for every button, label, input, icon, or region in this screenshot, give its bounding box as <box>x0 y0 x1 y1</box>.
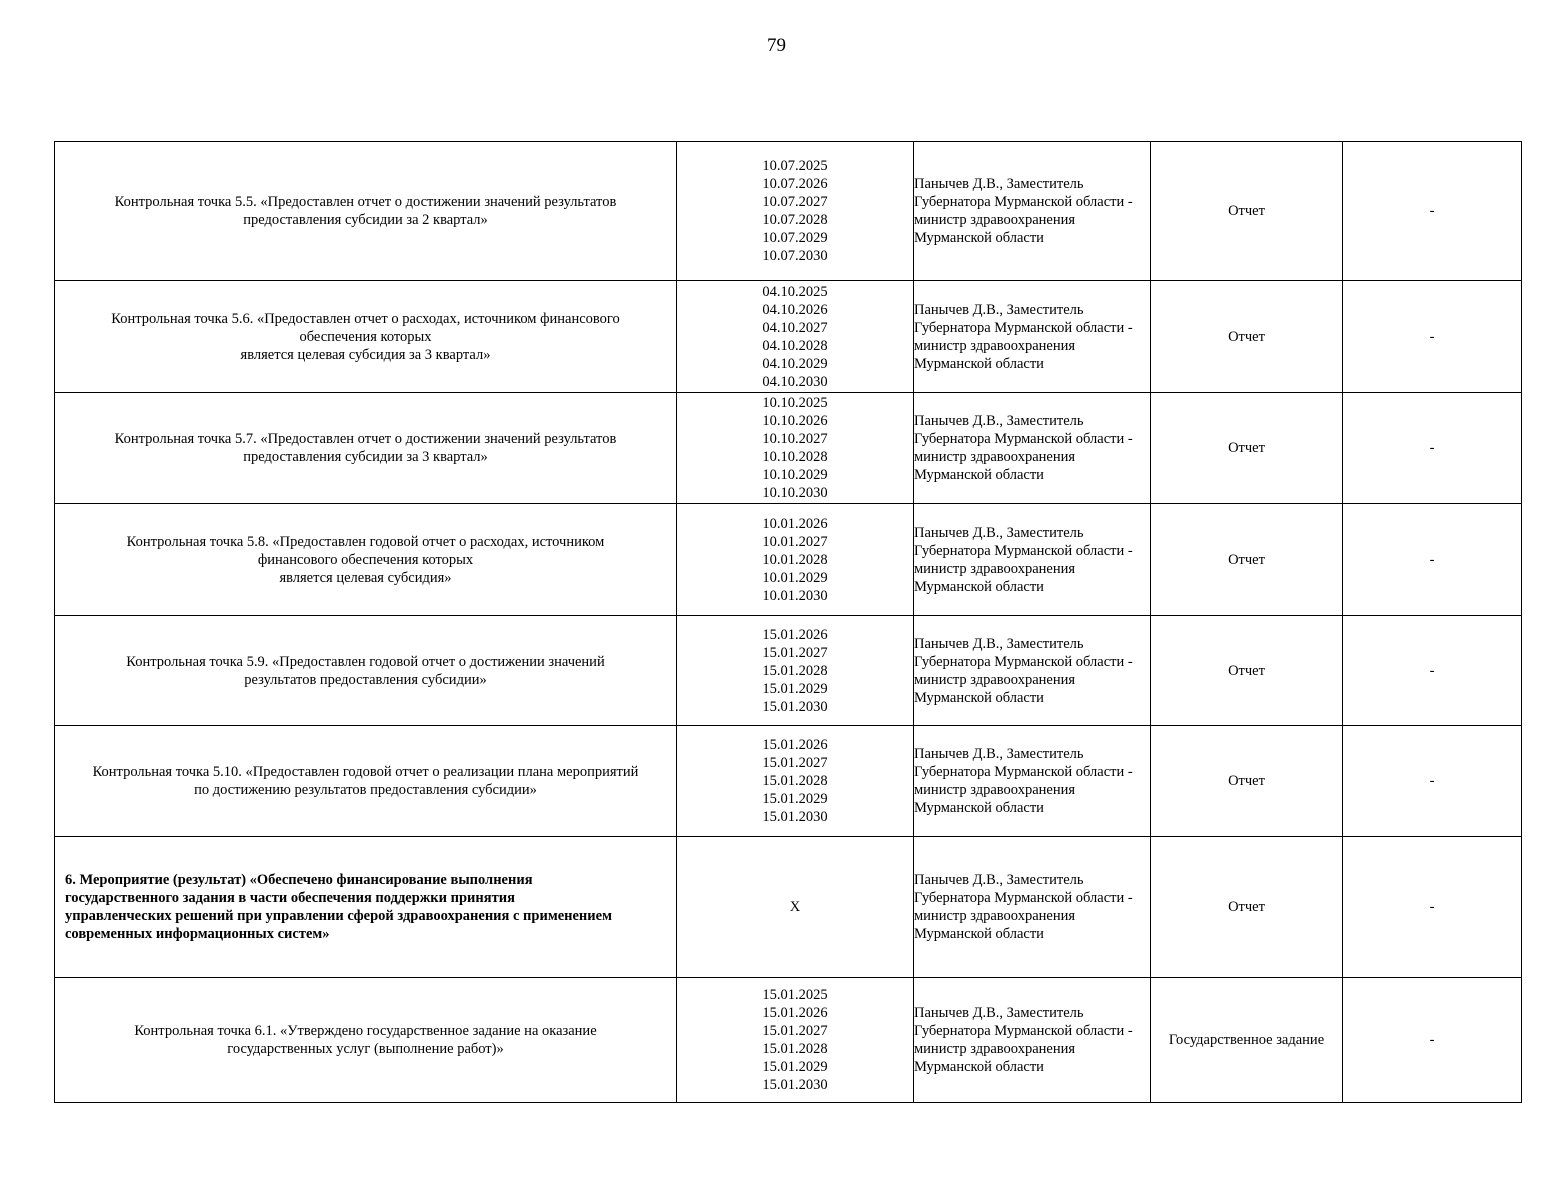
note: - <box>1343 393 1522 504</box>
deadline-date: 10.01.2029 <box>762 569 828 586</box>
deadline-dates <box>677 837 914 978</box>
document-type: Отчет <box>1151 616 1343 726</box>
deadline-date: 15.01.2029 <box>762 1059 828 1075</box>
deadline-date: 15.01.2026 <box>762 626 828 643</box>
document-type: Отчет <box>1151 142 1343 281</box>
name-line: государственных услуг (выполнение работ)» <box>227 1041 504 1057</box>
deadline-date: 15.01.2028 <box>762 1041 828 1057</box>
deadline-date: 15.01.2026 <box>762 737 828 753</box>
deadline-date: 10.07.2026 <box>762 176 828 192</box>
deadline-date: 15.01.2029 <box>762 791 828 807</box>
table-row <box>55 837 1522 978</box>
deadline-date: 15.01.2027 <box>762 644 828 661</box>
deadline-date: 10.01.2030 <box>762 587 828 604</box>
note: - <box>1343 281 1522 393</box>
deadline-date: 15.01.2026 <box>762 1005 828 1021</box>
name-line: по достижению результатов предоставления субсидии» <box>194 782 537 798</box>
name-line: государственного задания в части обеспечения поддержки принятия <box>65 890 515 906</box>
deadline-date: 10.10.2026 <box>762 413 828 429</box>
table-row <box>55 616 1522 726</box>
name-line: Контрольная точка 5.10. «Предоставлен годовой отчет о реализации плана мероприятий <box>92 764 639 780</box>
deadline-date: X <box>789 899 801 915</box>
responsible-person: Панычев Д.В., Заместитель Губернатора Мурманской области - министр здравоохранения Мурманской области <box>914 726 1151 837</box>
deadline-dates <box>677 504 914 616</box>
table-row <box>55 504 1522 616</box>
table-row <box>55 726 1522 837</box>
deadline-date: 04.10.2028 <box>762 337 828 354</box>
control-point-name <box>55 978 677 1103</box>
responsible-person: Панычев Д.В., Заместитель Губернатора Мурманской области - министр здравоохранения Мурманской области <box>914 393 1151 504</box>
deadline-date: 10.10.2029 <box>762 467 828 483</box>
name-line: 6. Мероприятие (результат) «Обеспечено финансирование выполнения <box>65 872 533 888</box>
name-line: Контрольная точка 5.6. «Предоставлен отчет о расходах, источником финансового <box>111 310 620 327</box>
deadline-date: 15.01.2029 <box>762 680 828 697</box>
name-line: результатов предоставления субсидии» <box>244 671 487 688</box>
deadline-date: 15.01.2027 <box>762 755 828 771</box>
note: - <box>1343 142 1522 281</box>
control-point-name <box>55 281 677 393</box>
deadline-date: 10.01.2026 <box>762 515 828 532</box>
control-point-name <box>55 142 677 281</box>
document-type: Государственное задание <box>1151 978 1343 1103</box>
control-point-name <box>55 726 677 837</box>
table-row <box>55 281 1522 393</box>
deadline-date: 04.10.2027 <box>762 319 828 336</box>
name-line: Контрольная точка 5.9. «Предоставлен годовой отчет о достижении значений <box>126 653 605 670</box>
name-line: предоставления субсидии за 3 квартал» <box>243 449 488 465</box>
responsible-person: Панычев Д.В., Заместитель Губернатора Мурманской области - министр здравоохранения Мурманской области <box>914 142 1151 281</box>
deadline-date: 10.10.2028 <box>762 449 828 465</box>
responsible-person: Панычев Д.В., Заместитель Губернатора Мурманской области - министр здравоохранения Мурманской области <box>914 504 1151 616</box>
deadline-dates <box>677 616 914 726</box>
deadline-dates <box>677 978 914 1103</box>
name-line: является целевая субсидия» <box>279 569 452 586</box>
name-line: Контрольная точка 5.7. «Предоставлен отчет о достижении значений результатов <box>114 431 617 447</box>
deadline-date: 10.07.2029 <box>762 230 828 246</box>
deadline-date: 04.10.2030 <box>762 373 828 390</box>
name-line: обеспечения которых <box>299 328 432 345</box>
name-line: Контрольная точка 6.1. «Утверждено государственное задание на оказание <box>134 1023 597 1039</box>
deadline-date: 15.01.2030 <box>762 698 828 715</box>
document-type: Отчет <box>1151 837 1343 978</box>
deadline-date: 15.01.2028 <box>762 773 828 789</box>
deadline-date: 04.10.2025 <box>762 283 828 300</box>
deadline-dates <box>677 393 914 504</box>
note: - <box>1343 726 1522 837</box>
control-point-name <box>55 393 677 504</box>
deadline-date: 10.07.2030 <box>762 248 828 264</box>
document-type: Отчет <box>1151 393 1343 504</box>
deadline-date: 15.01.2027 <box>762 1023 828 1039</box>
responsible-person: Панычев Д.В., Заместитель Губернатора Мурманской области - министр здравоохранения Мурманской области <box>914 837 1151 978</box>
control-points-table <box>54 141 1522 1103</box>
deadline-date: 10.07.2027 <box>762 194 828 210</box>
name-line: Контрольная точка 5.8. «Предоставлен годовой отчет о расходах, источником <box>126 533 605 550</box>
table-body <box>55 142 1522 1103</box>
page-number: 79 <box>767 35 786 56</box>
responsible-person: Панычев Д.В., Заместитель Губернатора Мурманской области - министр здравоохранения Мурманской области <box>914 616 1151 726</box>
deadline-date: 15.01.2028 <box>762 662 828 679</box>
document-type: Отчет <box>1151 281 1343 393</box>
name-line: современных информационных систем» <box>65 926 330 942</box>
deadline-date: 15.01.2025 <box>762 987 828 1003</box>
note: - <box>1343 978 1522 1103</box>
name-line: управленческих решений при управлении сферой здравоохранения с применением <box>65 908 612 924</box>
control-point-name <box>55 837 677 978</box>
table-row <box>55 142 1522 281</box>
table-row <box>55 393 1522 504</box>
name-line: является целевая субсидия за 3 квартал» <box>240 346 491 363</box>
deadline-date: 10.10.2030 <box>762 485 828 501</box>
note: - <box>1343 837 1522 978</box>
note: - <box>1343 504 1522 616</box>
note: - <box>1343 616 1522 726</box>
control-point-name <box>55 616 677 726</box>
deadline-date: 15.01.2030 <box>762 1077 828 1093</box>
name-line: финансового обеспечения которых <box>257 551 474 568</box>
name-line: предоставления субсидии за 2 квартал» <box>243 212 488 228</box>
deadline-dates <box>677 726 914 837</box>
table-row <box>55 978 1522 1103</box>
deadline-date: 04.10.2026 <box>762 301 828 318</box>
deadline-date: 10.07.2028 <box>762 212 828 228</box>
deadline-date: 10.01.2027 <box>762 533 828 550</box>
deadline-date: 10.07.2025 <box>762 158 828 174</box>
deadline-date: 10.01.2028 <box>762 551 828 568</box>
deadline-date: 10.10.2027 <box>762 431 828 447</box>
deadline-date: 04.10.2029 <box>762 355 828 372</box>
document-type: Отчет <box>1151 504 1343 616</box>
responsible-person: Панычев Д.В., Заместитель Губернатора Мурманской области - министр здравоохранения Мурманской области <box>914 978 1151 1103</box>
deadline-dates <box>677 142 914 281</box>
deadline-date: 10.10.2025 <box>762 395 828 411</box>
responsible-person: Панычев Д.В., Заместитель Губернатора Мурманской области - министр здравоохранения Мурманской области <box>914 281 1151 393</box>
document-type: Отчет <box>1151 726 1343 837</box>
control-point-name <box>55 504 677 616</box>
name-line: Контрольная точка 5.5. «Предоставлен отчет о достижении значений результатов <box>114 194 617 210</box>
deadline-date: 15.01.2030 <box>762 809 828 825</box>
deadline-dates <box>677 281 914 393</box>
